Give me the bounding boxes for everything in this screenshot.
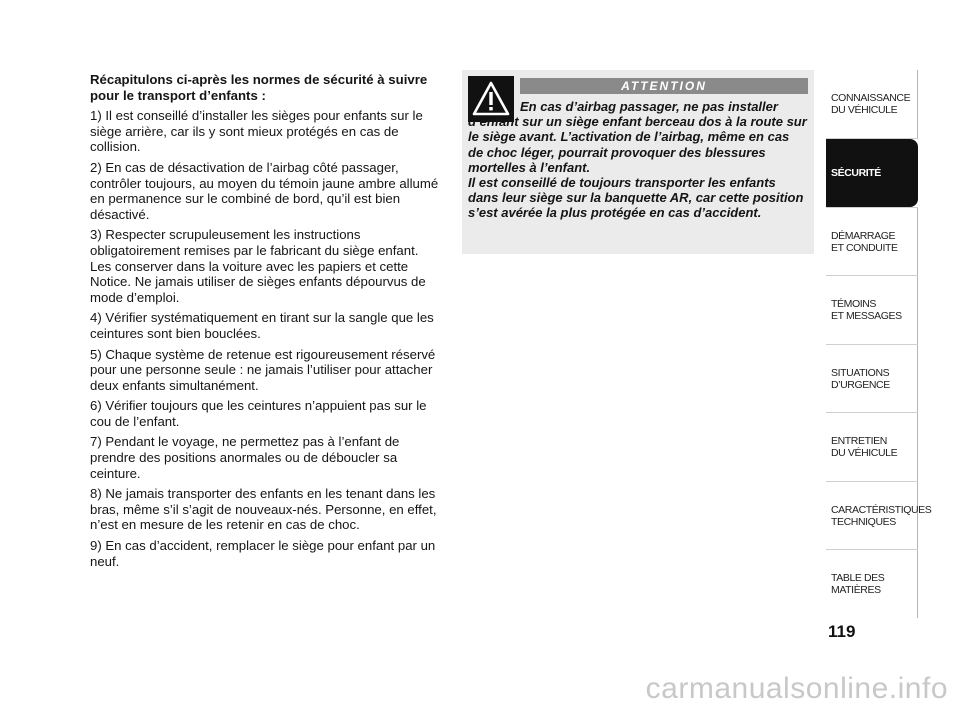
rule-item-4: 4) Vérifier systématiquement en tirant sur la sangle que les ceintures sont bien bouclées.	[90, 310, 434, 341]
tab-label: TABLE DES MATIÈRES	[831, 572, 885, 596]
tab-label: SÉCURITÉ	[831, 167, 881, 179]
main-text-column	[90, 72, 440, 574]
intro-heading: Récapitulons ci-après les normes de sécurité à suivre pour le transport d’enfants :	[90, 72, 428, 103]
watermark-text: carmanualsonline.info	[645, 672, 948, 705]
warning-paragraph-2: Il est conseillé de toujours transporter les enfants dans leur siège sur la banquette AR, car cette position s’est avérée la plus protégée en cas d’accident.	[468, 175, 804, 221]
rule-item-3: 3) Respecter scrupuleusement les instructions obligatoirement remises par le fabricant du siège enfant. Les conserver dans la voiture avec les papiers et cette Notice. Ne jamais utiliser de sièges enfants dépourvus de mode d’emploi.	[90, 227, 426, 305]
tab-connaissance-du-vehicule[interactable]	[826, 70, 918, 138]
tab-label: CARACTÉRISTIQUES TECHNIQUES	[831, 504, 932, 528]
rule-item-1: 1) Il est conseillé d’installer les sièges pour enfants sur le siège arrière, car ils y sont mieux protégés en cas de collision.	[90, 108, 423, 155]
attention-warning-box	[462, 70, 814, 254]
tab-temoins-et-messages[interactable]	[826, 276, 918, 344]
tab-situations-d-urgence[interactable]	[826, 345, 918, 413]
rule-item-7: 7) Pendant le voyage, ne permettez pas à l’enfant de prendre des positions anormales ou de déboucler sa ceinture.	[90, 434, 400, 481]
warning-paragraph-1: En cas d’airbag passager, ne pas installer d’enfant sur un siège enfant berceau dos à la route sur le siège avant. L’activation de l’airbag, même en cas de choc léger, pourrait provoquer des blessures mortelles à l’enfant.	[468, 99, 807, 175]
warning-text	[468, 99, 808, 221]
tab-securite[interactable]	[826, 139, 918, 207]
tab-label: ENTRETIEN DU VÉHICULE	[831, 435, 898, 459]
rule-item-5: 5) Chaque système de retenue est rigoureusement réservé pour une personne seule : ne jamais l’utiliser pour attacher deux enfants simultanément.	[90, 346, 436, 393]
tab-label: DÉMARRAGE ET CONDUITE	[831, 230, 898, 254]
tab-label: CONNAISSANCE DU VÉHICULE	[831, 92, 911, 116]
rule-item-9: 9) En cas d’accident, remplacer le siège pour enfant par un neuf.	[90, 538, 436, 569]
rule-item-2: 2) En cas de désactivation de l’airbag côté passager, contrôler toujours, au moyen du témoin jaune ambre allumé en permanence sur le combiné de bord, qu’il est bien désactivé.	[90, 159, 439, 222]
attention-heading: ATTENTION	[520, 78, 808, 94]
rule-item-8: 8) Ne jamais transporter des enfants en les tenant dans les bras, même s’il s’agit de nouveaux-nés. Personne, en effet, n’est en mesure de les retenir en cas de choc.	[90, 486, 437, 533]
rule-item-6: 6) Vérifier toujours que les ceintures n’appuient pas sur le cou de l’enfant.	[90, 398, 427, 429]
tab-caracteristiques-techniques[interactable]	[826, 482, 932, 550]
tab-demarrage-et-conduite[interactable]	[826, 208, 918, 276]
tab-label: SITUATIONS D’URGENCE	[831, 367, 890, 391]
tab-entretien-du-vehicule[interactable]	[826, 413, 918, 481]
page-number: 119	[828, 622, 856, 641]
chapter-index-sidebar	[826, 70, 932, 618]
tab-table-des-matieres[interactable]	[826, 550, 918, 618]
tab-label: TÉMOINS ET MESSAGES	[831, 298, 902, 322]
